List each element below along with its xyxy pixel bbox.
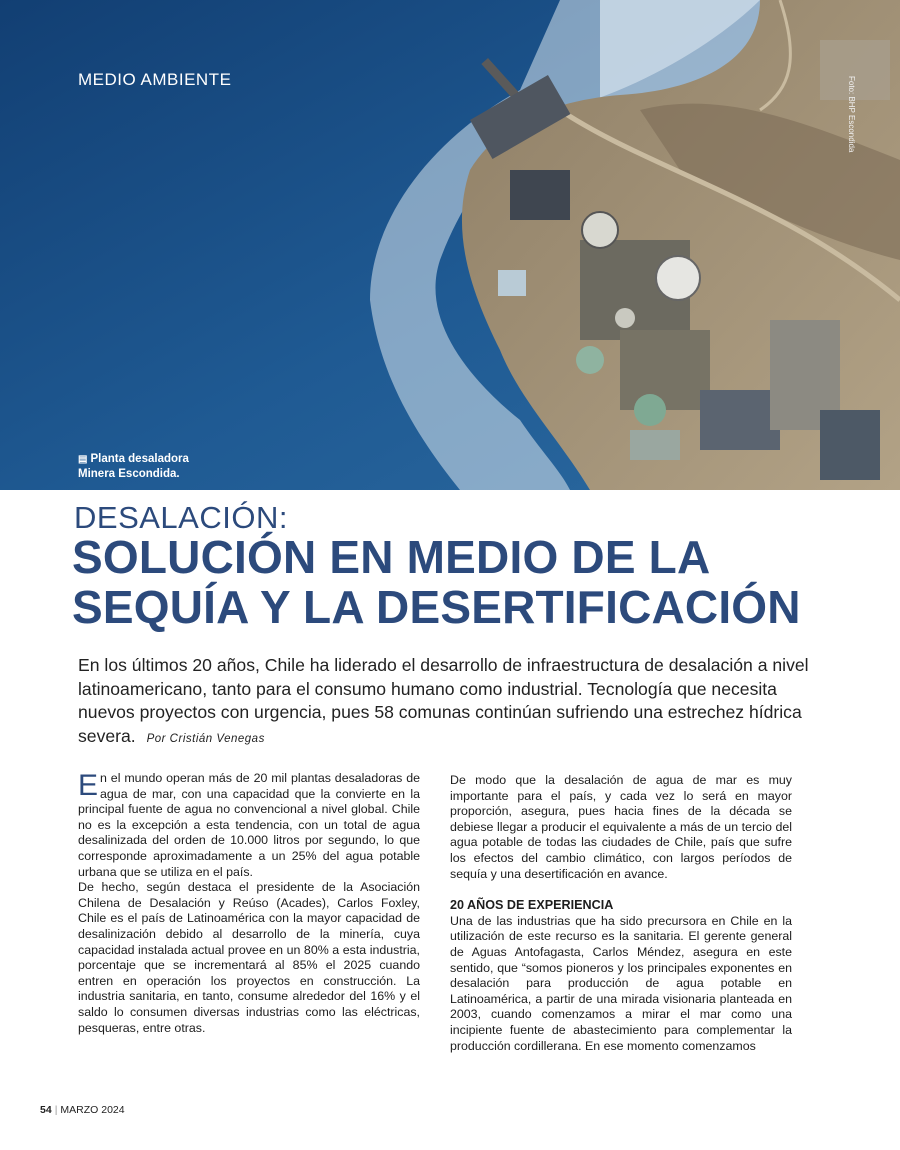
page-title (72, 532, 801, 632)
byline: Por Cristián Venegas (146, 732, 265, 745)
title-line-1: SOLUCIÓN EN MEDIO DE LA (72, 531, 711, 583)
title-line-2: SEQUÍA Y LA DESERTIFICACIÓN (72, 581, 801, 633)
page-footer (40, 1104, 125, 1116)
lede-paragraph (78, 654, 818, 751)
photo-caption (78, 452, 189, 481)
issue-date: MARZO 2024 (60, 1104, 125, 1116)
body-column-right (450, 773, 792, 1054)
caption-marker-icon: ▤ (78, 454, 88, 465)
body-column-left (78, 771, 420, 1036)
footer-separator: | (54, 1104, 58, 1116)
hero-photo (0, 0, 900, 490)
photo-credit: Foto: BHP Escondida (847, 76, 856, 153)
caption-line-1: Planta desaladora (90, 453, 189, 465)
drop-cap: E (78, 769, 99, 802)
paragraph-4: Una de las industrias que ha sido precursora en Chile en la utilización de este recurso es la sanitaria. El gerente general de Aguas Antofagasta, Carlos Méndez, asegura en este sentido, que “somos pioneros y los principales exponentes en desalación para producción de agua potable en Latinoamérica, a partir de una mirada visionaria planteada en 2003, cuando comenzamos a mirar el mar como una incipiente fuente de abastecimiento para complementar la producción cordillerana. En ese momento comenzamos (450, 913, 792, 1053)
lede-text: En los últimos 20 años, Chile ha liderado el desarrollo de infraestructura de desalación a nivel latinoamericano, tanto para el consumo humano como industrial. Tecnología que necesita nuevos proyectos con urgencia, pues 58 comunas continúan sufriendo una estrechez hídrica severa. (78, 655, 809, 746)
paragraph-3: De modo que la desalación de agua de mar es muy importante para el país, y cada vez lo será en mayor proporción, asegura, pues hacia fines de la década se debiese llegar a producir el equivalente a más de un tercio del agua potable de todas las ciudades de Chile, país que sufre los efectos del cambio climático, con largos períodos de sequía y una desertificación en avance. (450, 773, 792, 881)
section-label: MEDIO AMBIENTE (78, 70, 232, 89)
caption-line-2: Minera Escondida. (78, 468, 180, 480)
page-number: 54 (40, 1104, 52, 1116)
title-kicker: DESALACIÓN: (74, 500, 288, 535)
section-subhead: 20 AÑOS DE EXPERIENCIA (450, 898, 614, 913)
paragraph-1-text: n el mundo operan más de 20 mil plantas desaladoras de agua de mar, con una capacidad que la convierte en la principal fuente de agua no convencional a nivel global. Chile no es la excepción a esta tendencia, con un total de agua desalinizada del orden de 10.000 litros por segundo, lo que corresponde aproximadamente a un 25% del agua potable urbana que se utiliza en el país. (78, 771, 420, 879)
paragraph-2: De hecho, según destaca el presidente de la Asociación Chilena de Desalación y Reúso (Acades), Carlos Foxley, Chile es el país de Latinoamérica con la mayor capacidad de desalinización debido al desarrollo de la minería, cuya capacidad instalada actual provee en un 80% a esta industria, porcentaje que se incrementará al 85% el 2025 cuando entren en operación los proyectos en construcción. La industria sanitaria, en tanto, consume alrededor del 16% y el saldo lo consumen diversas industrias como las eléctricas, pesqueras, entre otras. (78, 880, 420, 1035)
paragraph-1 (78, 771, 420, 880)
